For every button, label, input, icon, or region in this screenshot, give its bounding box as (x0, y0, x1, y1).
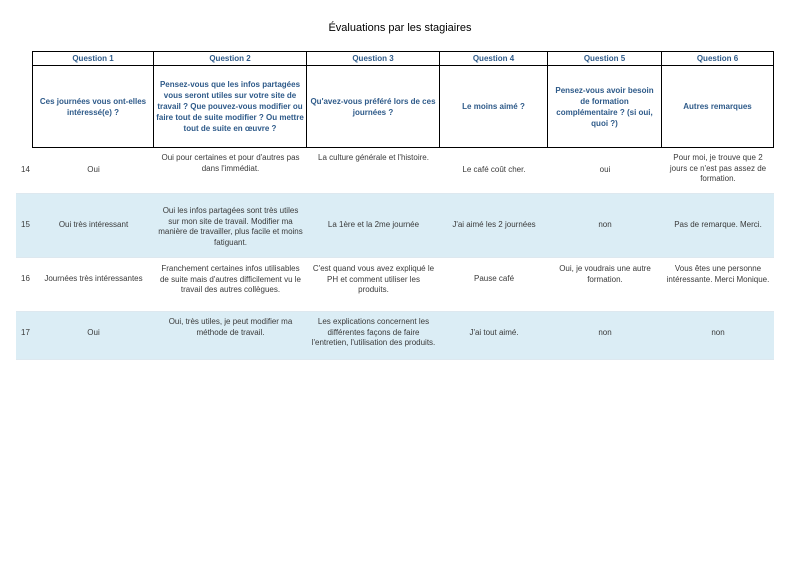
answer-q2: Oui, très utiles, je peut modifier ma méthode de travail. (154, 312, 307, 360)
answer-q4: J'ai aimé les 2 journées (440, 194, 548, 258)
question-6-text: Autres remarques (662, 66, 774, 148)
questions-header-table (32, 51, 774, 148)
answer-q1: Oui (33, 312, 154, 360)
answer-q1: Oui très intéressant (33, 194, 154, 258)
page-title: Évaluations par les stagiaires (328, 22, 472, 34)
answer-q3: La culture générale et l'histoire. (307, 145, 440, 194)
answer-q2: Oui pour certaines et pour d'autres pas dans l'immédiat. (154, 145, 307, 194)
question-4-text: Le moins aimé ? (440, 66, 548, 148)
question-3-header: Question 3 (307, 52, 440, 66)
answer-q1: Oui (33, 145, 154, 194)
answer-q4: Pause café (440, 258, 548, 312)
answer-q3: C'est quand vous avez expliqué le PH et comment utiliser les produits. (307, 258, 440, 312)
answer-q5: oui (548, 145, 662, 194)
answer-q6: non (662, 312, 774, 360)
answer-q6: Pas de remarque. Merci. (662, 194, 774, 258)
question-2-header: Question 2 (154, 52, 307, 66)
answer-q3: La 1ère et la 2me journée (307, 194, 440, 258)
row-number: 16 (16, 258, 33, 312)
answer-q1: Journées très intéressantes (33, 258, 154, 312)
question-4-header: Question 4 (440, 52, 548, 66)
answer-q2: Franchement certaines infos utilisables de suite mais d'autres difficilement vu le travail des autres collègues. (154, 258, 307, 312)
row-number: 15 (16, 194, 33, 258)
question-2-text: Pensez-vous que les infos partagées vous seront utiles sur votre site de travail ? Que pouvez-vous modifier ou faire tout de suite modifier ? Ou mettre tout de suite en œuvre ? (154, 66, 307, 148)
answer-q5: non (548, 312, 662, 360)
question-5-text: Pensez-vous avoir besoin de formation complémentaire ? (si oui, quoi ?) (548, 66, 662, 148)
question-1-header: Question 1 (33, 52, 154, 66)
table-row (16, 312, 774, 360)
answer-q4: J'ai tout aimé. (440, 312, 548, 360)
row-number: 14 (16, 145, 33, 194)
question-5-header: Question 5 (548, 52, 662, 66)
question-1-text: Ces journées vous ont-elles intéressé(e) ? (33, 66, 154, 148)
answer-q6: Pour moi, je trouve que 2 jours ce n'est pas assez de formation. (662, 145, 774, 194)
question-6-header: Question 6 (662, 52, 774, 66)
table-row (16, 258, 774, 312)
table-row (16, 145, 774, 194)
answer-q5: non (548, 194, 662, 258)
row-number: 17 (16, 312, 33, 360)
responses-table (16, 145, 774, 360)
question-3-text: Qu'avez-vous préféré lors de ces journées ? (307, 66, 440, 148)
answer-q3: Les explications concernent les différentes façons de faire l'entretien, l'utilisation des produits. (307, 312, 440, 360)
answer-q4: Le café coût cher. (440, 145, 548, 194)
answer-q6: Vous êtes une personne intéressante. Merci Monique. (662, 258, 774, 312)
answer-q5: Oui, je voudrais une autre formation. (548, 258, 662, 312)
table-row (16, 194, 774, 258)
answer-q2: Oui les infos partagées sont très utiles sur mon site de travail. Modifier ma manière de travailler, plus facile et moins fatiguant. (154, 194, 307, 258)
